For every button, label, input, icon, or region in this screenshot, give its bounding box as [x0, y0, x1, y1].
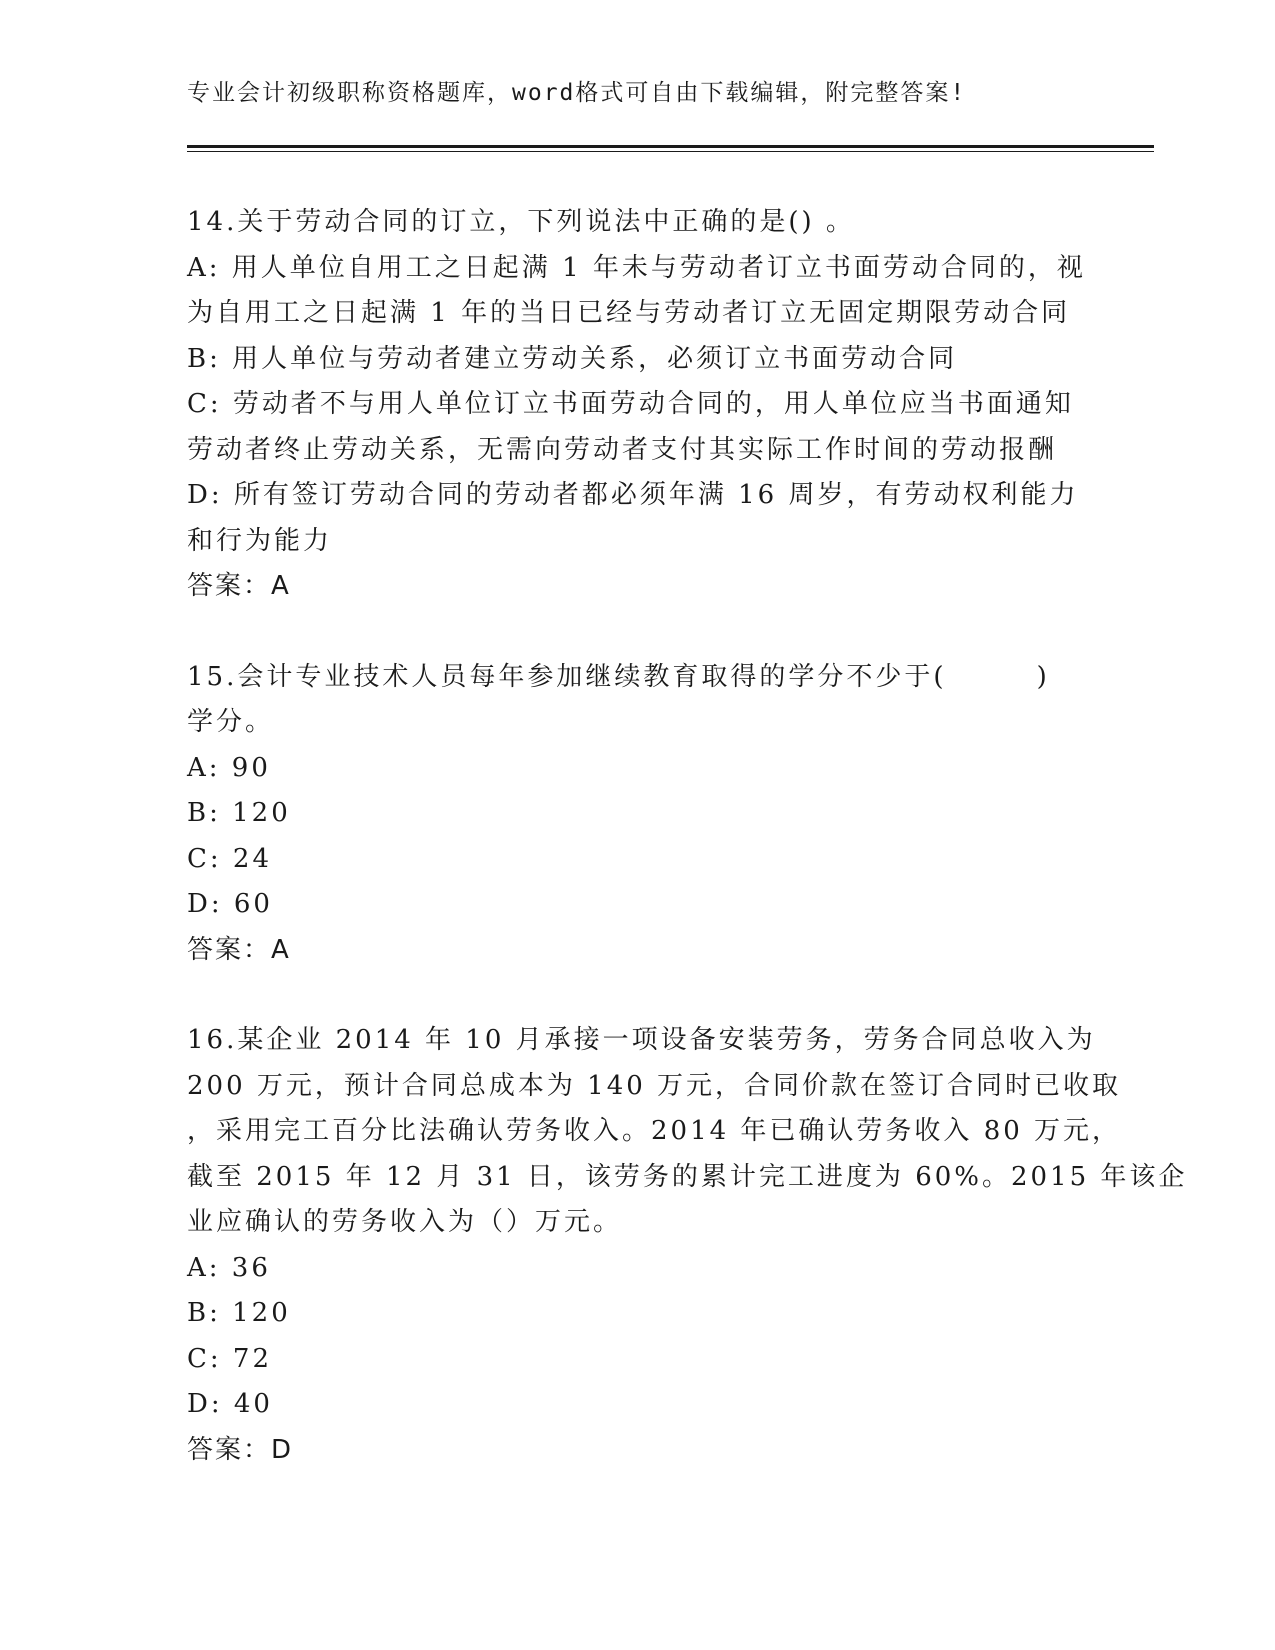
question-14-option-c: C: 劳动者不与用人单位订立书面劳动合同的，用人单位应当书面通知 — [187, 389, 1074, 419]
question-16-option-b: B: 120 — [187, 1298, 291, 1328]
question-16-stem-cont-1: 200 万元，预计合同总成本为 140 万元，合同价款在签订合同时已收取 — [187, 1070, 1122, 1101]
question-14-option-b: B: 用人单位与劳动者建立劳动关系，必须订立书面劳动合同 — [187, 343, 958, 374]
question-14-option-c-cont: 劳动者终止劳动关系，无需向劳动者支付其实际工作时间的劳动报酬 — [187, 434, 1058, 465]
question-16 — [187, 1018, 1188, 1473]
question-16-stem-cont-3: 截至 2015 年 12 月 31 日，该劳务的累计完工进度为 60%。2015 年该企 — [187, 1161, 1188, 1192]
question-14-answer: 答案：A — [187, 571, 291, 601]
question-15-stem-cont: 学分。 — [187, 707, 275, 737]
question-16-stem-cont-2: ，采用完工百分比法确认劳务收入。2014 年已确认劳务收入 80 万元， — [187, 1116, 1122, 1146]
question-15-option-d: D: 60 — [187, 889, 273, 919]
question-14-option-a: A: 用人单位自用工之日起满 1 年未与劳动者订立书面劳动合同的，视 — [187, 252, 1086, 283]
question-14-option-d: D: 所有签订劳动合同的劳动者都必须年满 16 周岁，有劳动权利能力 — [187, 480, 1079, 510]
question-16-option-d: D: 40 — [187, 1389, 273, 1419]
question-14 — [187, 200, 1087, 610]
question-14-option-a-cont: 为自用工之日起满 1 年的当日已经与劳动者订立无固定期限劳动合同 — [187, 298, 1071, 328]
question-15-stem: 15.会计专业技术人员每年参加继续教育取得的学分不少于( ) — [187, 661, 1050, 692]
question-15 — [187, 655, 1087, 974]
header-rule-thin — [187, 151, 1154, 152]
page-header: 专业会计初级职称资格题库，word格式可自由下载编辑，附完整答案! — [187, 80, 967, 106]
question-14-option-d-cont: 和行为能力 — [187, 525, 333, 556]
question-14-stem: 14.关于劳动合同的订立，下列说法中正确的是() 。 — [187, 207, 855, 237]
question-15-option-a: A: 90 — [187, 752, 271, 783]
question-16-option-a: A: 36 — [187, 1252, 271, 1283]
question-16-option-c: C: 72 — [187, 1343, 273, 1374]
question-15-option-b: B: 120 — [187, 798, 291, 828]
question-16-stem: 16.某企业 2014 年 10 月承接一项设备安装劳务，劳务合同总收入为 — [187, 1025, 1096, 1055]
question-list — [187, 200, 1188, 1518]
question-15-option-c: C: 24 — [187, 843, 273, 874]
header-rule-thick — [187, 145, 1154, 148]
question-16-stem-cont-4: 业应确认的劳务收入为（）万元。 — [187, 1207, 623, 1237]
question-15-answer: 答案：A — [187, 934, 291, 965]
question-16-answer: 答案：D — [187, 1434, 294, 1465]
